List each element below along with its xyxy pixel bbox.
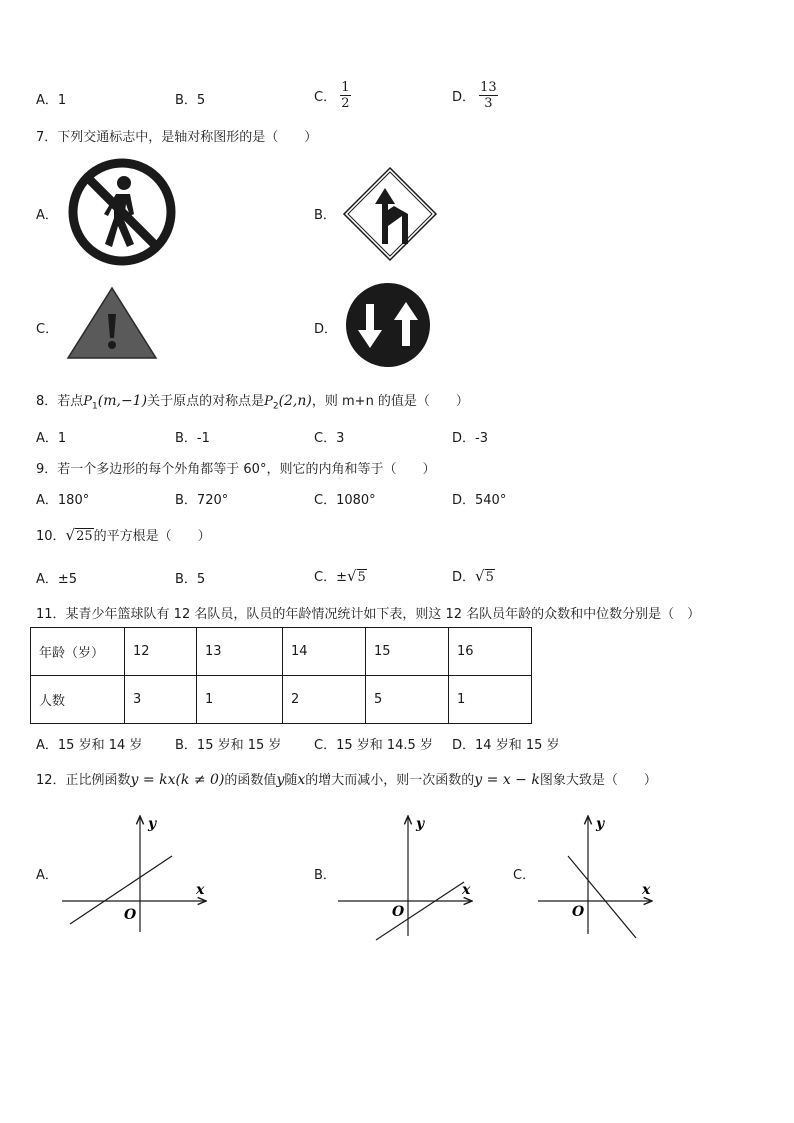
q12-option-c-letter[interactable]: C．	[513, 868, 536, 883]
q10-option-c[interactable]: C．±√5	[314, 567, 366, 585]
q7-option-c-letter[interactable]: C．	[36, 322, 59, 337]
q12-option-a-letter[interactable]: A．	[36, 868, 58, 883]
graph-a	[58, 812, 210, 934]
q10-option-d[interactable]: D．√5	[452, 567, 494, 585]
table-row	[31, 628, 532, 676]
q9-option-b[interactable]: B．720°	[175, 493, 229, 508]
table-row	[31, 676, 532, 724]
x-axis-label: x	[642, 882, 651, 898]
table-cell: 16	[449, 628, 532, 676]
q7-option-d-letter[interactable]: D．	[314, 322, 338, 337]
table-header-cell: 人数	[31, 676, 125, 724]
x-axis-label: x	[462, 882, 471, 898]
q6-option-d[interactable]: D． $\frac{13}{3}$	[452, 80, 497, 111]
q6-option-c[interactable]: C． $\frac{1}{2}$	[314, 80, 350, 111]
q12-stem: 12．正比例函数y = kx(k ≠ 0)的函数值y随x的增大而减小，则一次函数的y = x − k图象大致是（ ）	[36, 772, 657, 788]
q8-option-b[interactable]: B．-1	[175, 431, 210, 446]
graph-c	[534, 812, 656, 938]
q7-stem: 7．下列交通标志中，是轴对称图形的是（ ）	[36, 130, 318, 145]
fraction: $\frac{1}{2}$	[341, 80, 350, 111]
warning-triangle-sign-icon	[66, 286, 158, 362]
square-root-symbol: √5	[346, 567, 366, 585]
graph-b	[334, 812, 478, 942]
table-cell: 15	[366, 628, 449, 676]
fraction: $\frac{13}{3}$	[480, 80, 497, 111]
q7-option-a-letter[interactable]: A．	[36, 208, 58, 223]
q11-option-a[interactable]: A．15 岁和 14 岁	[36, 738, 143, 753]
q8-option-d[interactable]: D．-3	[452, 431, 488, 446]
y-axis-label: y	[416, 816, 425, 832]
table-cell: 3	[125, 676, 197, 724]
origin-label: O	[124, 907, 137, 923]
q6-option-a[interactable]: A．1	[36, 93, 67, 108]
q11-stem: 11．某青少年篮球队有 12 名队员，队员的年龄情况统计如下表，则这 12 名队员年龄的众数和中位数分别是（ ）	[36, 607, 701, 622]
q10-option-a[interactable]: A．±5	[36, 572, 78, 587]
table-cell: 1	[197, 676, 283, 724]
q12-option-b-letter[interactable]: B．	[314, 868, 336, 883]
q9-option-c[interactable]: C．1080°	[314, 493, 376, 508]
function-line	[376, 882, 464, 940]
table-cell: 12	[125, 628, 197, 676]
table-cell: 13	[197, 628, 283, 676]
q11-option-d[interactable]: D．14 岁和 15 岁	[452, 738, 560, 753]
table-cell: 14	[283, 628, 366, 676]
q6-option-b[interactable]: B．5	[175, 93, 206, 108]
q7-option-b-letter[interactable]: B．	[314, 208, 336, 223]
table-header-cell: 年龄（岁）	[31, 628, 125, 676]
y-axis-label: y	[596, 816, 605, 832]
origin-label: O	[392, 904, 405, 920]
square-root-symbol: √25	[65, 526, 93, 544]
two-way-traffic-sign-icon	[344, 282, 432, 368]
no-pedestrians-sign-icon	[64, 158, 178, 266]
q9-option-a[interactable]: A．180°	[36, 493, 90, 508]
table-cell: 5	[366, 676, 449, 724]
y-axis-label: y	[148, 816, 157, 832]
q10-option-b[interactable]: B．5	[175, 572, 206, 587]
square-root-symbol: √5	[475, 567, 494, 585]
origin-label: O	[572, 904, 585, 920]
q9-option-d[interactable]: D．540°	[452, 493, 507, 508]
function-line	[70, 856, 172, 924]
q10-stem: 10．√25的平方根是（ ）	[36, 526, 211, 544]
function-line	[568, 856, 636, 938]
merge-lane-sign-icon	[342, 166, 438, 262]
q8-stem: 8．若点$P_1(m,-1)$关于原点的对称点是$P_2(2,n)$，则 m+n 的值是（ ）	[36, 393, 469, 412]
x-axis-label: x	[196, 882, 205, 898]
q9-stem: 9．若一个多边形的每个外角都等于 60°，则它的内角和等于（ ）	[36, 462, 436, 477]
age-table	[30, 627, 532, 724]
q8-option-c[interactable]: C．3	[314, 431, 345, 446]
table-cell: 1	[449, 676, 532, 724]
q11-option-b[interactable]: B．15 岁和 15 岁	[175, 738, 282, 753]
table-cell: 2	[283, 676, 366, 724]
q8-option-a[interactable]: A．1	[36, 431, 67, 446]
q11-option-c[interactable]: C．15 岁和 14.5 岁	[314, 738, 433, 753]
